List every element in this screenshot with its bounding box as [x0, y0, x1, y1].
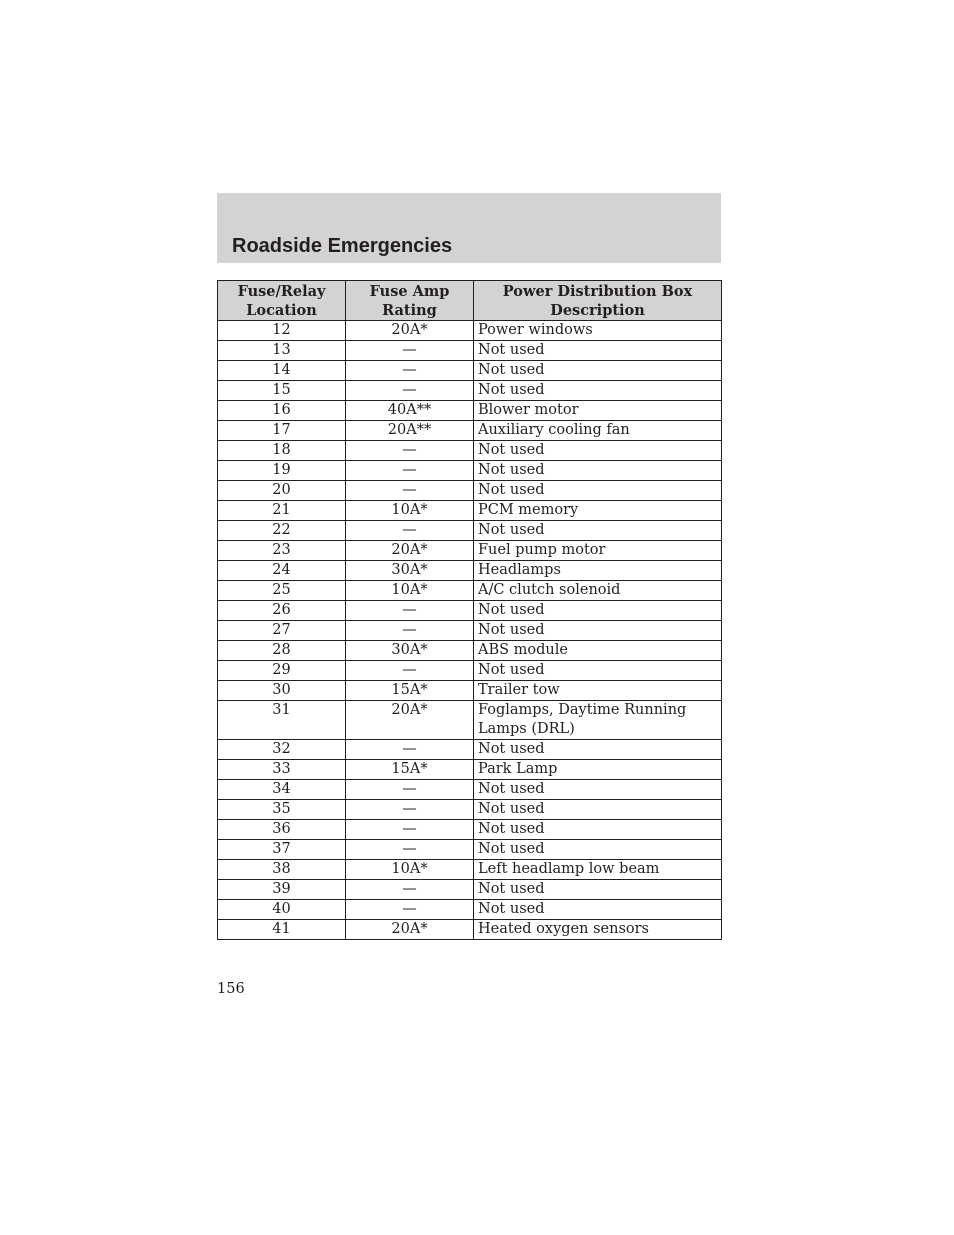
fuse-description-cell: Foglamps, Daytime Running Lamps (DRL): [474, 701, 722, 740]
fuse-description-cell: Not used: [474, 341, 722, 361]
table-row: [218, 920, 722, 940]
fuse-description-cell: Not used: [474, 900, 722, 920]
table-row: [218, 800, 722, 820]
table-row: [218, 521, 722, 541]
column-header-rating-line1: Fuse Amp: [369, 283, 450, 300]
fuse-rating-cell: —: [346, 481, 474, 501]
fuse-description-cell: Not used: [474, 880, 722, 900]
fuse-location-cell: 22: [218, 521, 346, 541]
fuse-description-cell: Not used: [474, 381, 722, 401]
page-number: 156: [217, 981, 245, 997]
fuse-rating-cell: 30A*: [346, 641, 474, 661]
table-header-row: [218, 281, 722, 321]
fuse-rating-cell: —: [346, 521, 474, 541]
fuse-rating-cell: 20A*: [346, 321, 474, 341]
table-row: [218, 880, 722, 900]
fuse-location-cell: 35: [218, 800, 346, 820]
fuse-rating-cell: —: [346, 601, 474, 621]
fuse-description-cell: Park Lamp: [474, 760, 722, 780]
fuse-rating-cell: —: [346, 840, 474, 860]
fuse-location-cell: 23: [218, 541, 346, 561]
fuse-location-cell: 28: [218, 641, 346, 661]
fuse-rating-cell: 10A*: [346, 860, 474, 880]
table-row: [218, 321, 722, 341]
section-header-band: [217, 193, 721, 263]
table-row: [218, 421, 722, 441]
fuse-location-cell: 19: [218, 461, 346, 481]
fuse-location-cell: 24: [218, 561, 346, 581]
fuse-rating-cell: 10A*: [346, 501, 474, 521]
fuse-location-cell: 37: [218, 840, 346, 860]
fuse-location-cell: 21: [218, 501, 346, 521]
column-header-rating-line2: Rating: [382, 302, 437, 319]
fuse-location-cell: 34: [218, 780, 346, 800]
fuse-rating-cell: 10A*: [346, 581, 474, 601]
fuse-location-cell: 29: [218, 661, 346, 681]
table-row: [218, 381, 722, 401]
fuse-rating-cell: —: [346, 820, 474, 840]
table-row: [218, 501, 722, 521]
fuse-location-cell: 26: [218, 601, 346, 621]
section-title: Roadside Emergencies: [232, 235, 453, 257]
table-row: [218, 681, 722, 701]
table-row: [218, 760, 722, 780]
fuse-description-cell: Not used: [474, 461, 722, 481]
fuse-location-cell: 30: [218, 681, 346, 701]
table-row: [218, 441, 722, 461]
column-header-location: [218, 281, 346, 321]
table-row: [218, 780, 722, 800]
fuse-rating-cell: 40A**: [346, 401, 474, 421]
fuse-description-cell: Fuel pump motor: [474, 541, 722, 561]
fuse-location-cell: 32: [218, 740, 346, 760]
table-body: [218, 321, 722, 940]
fuse-description-cell: Not used: [474, 441, 722, 461]
table-row: [218, 641, 722, 661]
fuse-description-cell: Trailer tow: [474, 681, 722, 701]
fuse-description-cell: ABS module: [474, 641, 722, 661]
fuse-rating-cell: —: [346, 441, 474, 461]
table-row: [218, 541, 722, 561]
fuse-location-cell: 13: [218, 341, 346, 361]
fuse-description-cell: Not used: [474, 621, 722, 641]
fuse-description-cell: Power windows: [474, 321, 722, 341]
table-row: [218, 820, 722, 840]
fuse-rating-cell: 15A*: [346, 760, 474, 780]
fuse-location-cell: 27: [218, 621, 346, 641]
fuse-rating-cell: —: [346, 341, 474, 361]
fuse-location-cell: 20: [218, 481, 346, 501]
fuse-location-cell: 31: [218, 701, 346, 740]
table-row: [218, 601, 722, 621]
fuse-rating-cell: —: [346, 900, 474, 920]
table-row: [218, 621, 722, 641]
column-header-location-line2: Location: [246, 302, 317, 319]
table-row: [218, 561, 722, 581]
fuse-description-cell: Left headlamp low beam: [474, 860, 722, 880]
fuse-rating-cell: —: [346, 621, 474, 641]
fuse-rating-cell: —: [346, 361, 474, 381]
fuse-description-cell: Not used: [474, 661, 722, 681]
column-header-description: [474, 281, 722, 321]
table-row: [218, 581, 722, 601]
fuse-description-cell: Not used: [474, 820, 722, 840]
fuse-description-cell: Not used: [474, 481, 722, 501]
fuse-description-cell: Headlamps: [474, 561, 722, 581]
table-row: [218, 361, 722, 381]
fuse-rating-cell: —: [346, 880, 474, 900]
fuse-location-cell: 38: [218, 860, 346, 880]
fuse-location-cell: 18: [218, 441, 346, 461]
fuse-location-cell: 15: [218, 381, 346, 401]
fuse-description-cell: Not used: [474, 840, 722, 860]
fuse-rating-cell: —: [346, 800, 474, 820]
table-row: [218, 401, 722, 421]
fuse-location-cell: 41: [218, 920, 346, 940]
fuse-description-cell: Heated oxygen sensors: [474, 920, 722, 940]
fuse-location-cell: 36: [218, 820, 346, 840]
fuse-location-cell: 39: [218, 880, 346, 900]
table-row: [218, 481, 722, 501]
fuse-rating-cell: —: [346, 740, 474, 760]
fuse-description-cell: Not used: [474, 740, 722, 760]
fuse-location-cell: 12: [218, 321, 346, 341]
fuse-description-cell: Not used: [474, 800, 722, 820]
table-row: [218, 840, 722, 860]
fuse-location-cell: 17: [218, 421, 346, 441]
fuse-description-cell: Auxiliary cooling fan: [474, 421, 722, 441]
fuse-location-cell: 16: [218, 401, 346, 421]
fuse-rating-cell: 20A*: [346, 920, 474, 940]
table-row: [218, 661, 722, 681]
fuse-rating-cell: 30A*: [346, 561, 474, 581]
fuse-description-cell: Not used: [474, 601, 722, 621]
fuse-rating-cell: 20A*: [346, 541, 474, 561]
fuse-description-cell: Not used: [474, 780, 722, 800]
fuse-rating-cell: 15A*: [346, 681, 474, 701]
fuse-location-cell: 14: [218, 361, 346, 381]
fuse-rating-cell: —: [346, 381, 474, 401]
table-row: [218, 461, 722, 481]
fuse-rating-cell: —: [346, 461, 474, 481]
fuse-description-cell: Blower motor: [474, 401, 722, 421]
fuse-table: [217, 280, 722, 940]
fuse-description-cell: A/C clutch solenoid: [474, 581, 722, 601]
table-row: [218, 860, 722, 880]
column-header-location-line1: Fuse/Relay: [237, 283, 326, 300]
table-row: [218, 701, 722, 740]
fuse-location-cell: 40: [218, 900, 346, 920]
fuse-location-cell: 33: [218, 760, 346, 780]
table-row: [218, 740, 722, 760]
table-row: [218, 900, 722, 920]
fuse-rating-cell: —: [346, 661, 474, 681]
fuse-description-cell: Not used: [474, 521, 722, 541]
fuse-rating-cell: 20A*: [346, 701, 474, 740]
fuse-rating-cell: 20A**: [346, 421, 474, 441]
fuse-description-cell: PCM memory: [474, 501, 722, 521]
column-header-rating: [346, 281, 474, 321]
column-header-description-line2: Description: [550, 302, 645, 319]
fuse-rating-cell: —: [346, 780, 474, 800]
table-row: [218, 341, 722, 361]
fuse-description-cell: Not used: [474, 361, 722, 381]
column-header-description-line1: Power Distribution Box: [502, 283, 693, 300]
fuse-location-cell: 25: [218, 581, 346, 601]
